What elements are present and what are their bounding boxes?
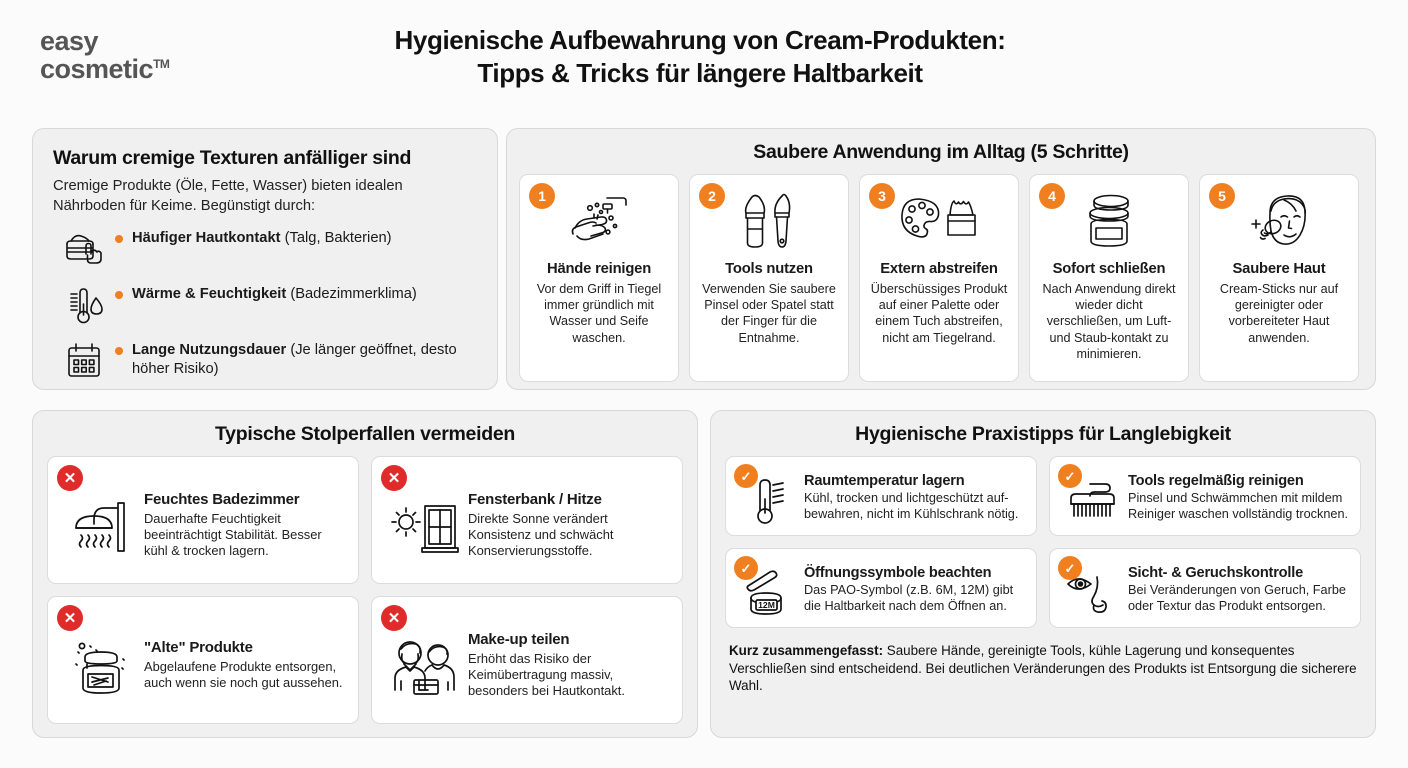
best-practice-tips-panel — [710, 410, 1376, 738]
clean-application-steps-panel — [506, 128, 1376, 390]
tip-card — [1049, 456, 1361, 536]
pitfall-card — [47, 456, 359, 584]
brand-logo — [40, 28, 169, 83]
tip-body — [804, 469, 1026, 523]
pitfall-body — [468, 623, 670, 700]
tips-panel-title: Hygienische Praxistipps für Langlebigkeit — [855, 423, 1231, 445]
pitfall-body — [468, 483, 670, 560]
list-item — [53, 338, 477, 384]
page-title-line-2: Tipps & Tricks für längere Haltbarkeit — [477, 58, 923, 89]
step-title: Tools nutzen — [725, 261, 813, 277]
pitfall-description: Abgelaufene Produkte entsorgen, auch wenn sie noch gut aussehen. — [144, 658, 343, 690]
step-description: Nach Anwendung direkt wieder dicht verschließen, um Luft- und Staub-kontakt zu minimieren. — [1042, 282, 1176, 361]
step-description: Verwenden Sie saubere Pinsel oder Spatel statt der Finger für die Entnahme. — [702, 282, 836, 345]
pitfall-title: Fensterbank / Hitze — [468, 490, 602, 508]
tip-description: Das PAO-Symbol (z.B. 6M, 12M) gibt die Haltbarkeit nach dem Öffnen an. — [804, 583, 1014, 613]
pitfall-title: Make-up teilen — [468, 630, 570, 648]
tip-card — [1049, 548, 1361, 628]
tip-title: Öffnungssymbole beachten — [804, 565, 992, 582]
brand-line-2-text: cosmetic — [40, 53, 154, 84]
bullet-dot — [115, 235, 123, 243]
check-icon: ✓ — [734, 464, 758, 488]
step-card — [1029, 174, 1189, 382]
step-description: Überschüssiges Produkt auf einer Palette oder einem Tuch abstreifen, nicht am Tiegelrand. — [870, 282, 1008, 345]
step-title: Hände reinigen — [546, 261, 652, 277]
cream-jar-finger-icon — [53, 226, 115, 268]
list-item — [53, 226, 477, 272]
summary-text — [725, 642, 1361, 695]
step-number-badge: 1 — [529, 183, 555, 209]
step-card — [1199, 174, 1359, 382]
step-card — [859, 174, 1019, 382]
step-number-badge: 5 — [1209, 183, 1235, 209]
tip-body — [1128, 561, 1350, 615]
page-title — [300, 24, 1100, 91]
list-item — [53, 282, 477, 328]
page-title-line-1: Hygienische Aufbewahrung von Cream-Produkten: — [394, 25, 1006, 55]
check-icon: ✓ — [1058, 556, 1082, 580]
trademark-mark: TM — [153, 56, 170, 71]
pitfalls-grid — [47, 456, 683, 724]
step-title: Saubere Haut — [1232, 261, 1326, 277]
pitfall-title: "Alte" Produkte — [144, 638, 253, 656]
why-panel-intro: Cremige Produkte (Öle, Fette, Wasser) bieten idealen Nährboden für Keime. Begünstigt durch: — [53, 178, 403, 214]
step-card — [519, 174, 679, 382]
step-number-badge: 4 — [1039, 183, 1065, 209]
list-item-rest: (Badezimmerklima) — [286, 286, 417, 303]
why-panel-list — [53, 226, 477, 384]
steps-panel-title: Saubere Anwendung im Alltag (5 Schritte) — [753, 141, 1129, 163]
brand-line-1: easy — [40, 26, 99, 56]
pitfalls-panel-title: Typische Stolperfallen vermeiden — [215, 423, 515, 445]
sun-window-icon — [382, 485, 468, 557]
pitfall-description: Dauerhafte Feuchtigkeit beeinträchtigt Stabilität. Besser kühl & trocken lagern. — [144, 510, 322, 559]
list-item-rest: (Talg, Bakterien) — [280, 230, 392, 247]
shower-steam-icon — [58, 483, 144, 559]
brand-line-2 — [40, 53, 170, 84]
list-item-bold: Häufiger Hautkontakt — [132, 230, 281, 247]
close-icon: ✕ — [381, 465, 407, 491]
tip-description: Kühl, trocken und lichtgeschützt auf-bewahren, nicht im Kühlschrank nötig. — [804, 491, 1019, 521]
bullet-dot — [115, 291, 123, 299]
step-number-badge: 2 — [699, 183, 725, 209]
list-item-text — [132, 282, 417, 304]
close-icon: ✕ — [57, 605, 83, 631]
step-description: Vor dem Griff in Tiegel immer gründlich mit Wasser und Seife waschen. — [536, 282, 662, 345]
close-icon: ✕ — [381, 605, 407, 631]
expired-jar-icon — [58, 624, 144, 698]
step-card — [689, 174, 849, 382]
summary-label: Kurz zusammengefasst: — [729, 643, 884, 658]
bullet-dot — [115, 347, 123, 355]
pitfall-card — [371, 456, 683, 584]
close-icon: ✕ — [57, 465, 83, 491]
tip-body — [1128, 469, 1350, 523]
thermometer-droplet-icon — [53, 282, 115, 328]
pitfalls-panel — [32, 410, 698, 738]
calendar-icon — [53, 338, 115, 380]
pitfall-body — [144, 483, 346, 560]
tips-grid — [725, 456, 1361, 628]
page-header — [0, 0, 1408, 118]
list-item-bold: Wärme & Feuchtigkeit — [132, 286, 287, 303]
steps-row — [519, 174, 1363, 382]
pitfall-card — [371, 596, 683, 724]
pitfall-title: Feuchtes Badezimmer — [144, 490, 300, 508]
list-item-rest: (Je länger geöffnet, desto höher Risiko) — [132, 342, 457, 377]
step-number-badge: 3 — [869, 183, 895, 209]
pitfall-description: Erhöht das Risiko der Keimübertragung massiv, besonders bei Hautkontakt. — [468, 650, 625, 699]
step-title: Sofort schließen — [1052, 261, 1166, 277]
step-description: Cream-Sticks nur auf gereinigter oder vorbereiteter Haut anwenden. — [1219, 282, 1339, 345]
pitfall-card — [47, 596, 359, 724]
why-panel-title: Warum cremige Texturen anfälliger sind — [53, 147, 412, 169]
step-title: Extern abstreifen — [880, 261, 998, 277]
tip-card — [725, 548, 1037, 628]
tip-title: Sicht- & Geruchskontrolle — [1128, 565, 1304, 582]
two-people-sharing-icon — [382, 624, 468, 698]
check-icon: ✓ — [734, 556, 758, 580]
tip-title: Tools regelmäßig reinigen — [1128, 473, 1304, 490]
list-item-text — [132, 338, 477, 378]
tip-body — [804, 561, 1026, 615]
tip-card — [725, 456, 1037, 536]
pao-months-label: 12M — [758, 600, 775, 610]
tip-description: Bei Veränderungen von Geruch, Farbe oder Textur das Produkt entsorgen. — [1128, 583, 1346, 613]
list-item-text — [132, 226, 392, 248]
tip-title: Raumtemperatur lagern — [804, 473, 965, 490]
list-item-bold: Lange Nutzungsdauer — [132, 342, 287, 359]
check-icon: ✓ — [1058, 464, 1082, 488]
tip-description: Pinsel und Schwämmchen mit mildem Reiniger waschen vollständig trocknen. — [1128, 491, 1349, 521]
summary-body: Saubere Hände, gereinigte Tools, kühle Lagerung und konsequentes Verschließen sind entscheidend. Bei deutlichen Veränderungen des Produkts ist Entsorgung die sicherere Wahl. — [729, 643, 1357, 694]
pitfall-body — [144, 631, 346, 692]
why-creamy-panel — [32, 128, 498, 390]
pitfall-description: Direkte Sonne verändert Konsistenz und schwächt Konservierungsstoffe. — [468, 510, 614, 559]
